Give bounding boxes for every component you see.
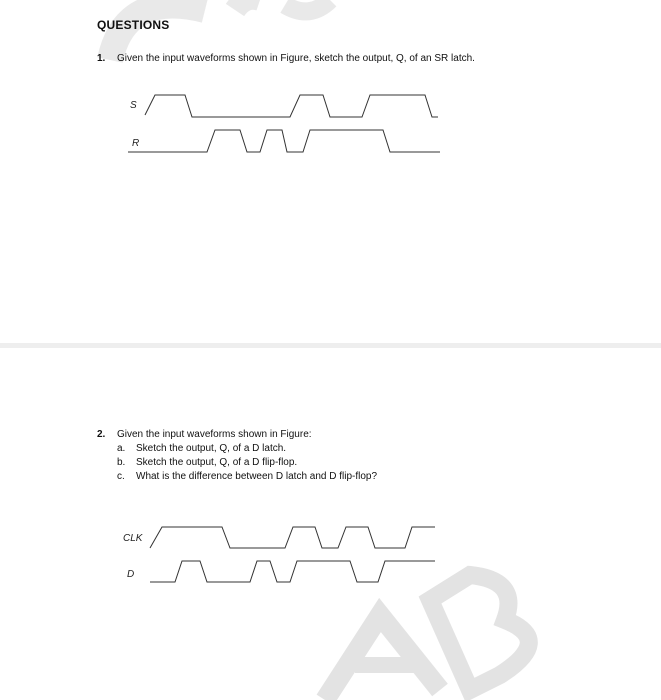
waveform-clk	[150, 527, 435, 548]
signal-label-clk: CLK	[123, 533, 143, 544]
signal-label-d: D	[127, 569, 135, 580]
question-2-text: Given the input waveforms shown in Figure:	[117, 429, 312, 440]
question-2-item-b: b. Sketch the output, Q, of a D flip-flop.	[117, 457, 298, 468]
question-2-number: 2.	[97, 429, 106, 440]
page-heading: QUESTIONS	[97, 18, 170, 32]
question-2-item-c: c. What is the difference between D latch and D flip-flop?	[117, 471, 378, 482]
question-1-text: Given the input waveforms shown in Figure, sketch the output, Q, of an SR latch.	[117, 53, 475, 64]
signal-label-r: R	[132, 138, 140, 149]
waveform-d	[150, 561, 435, 582]
signal-label-s: S	[130, 100, 137, 111]
question-2-item-a: a. Sketch the output, Q, of a D latch.	[117, 443, 287, 454]
question-1-number: 1.	[97, 53, 106, 64]
